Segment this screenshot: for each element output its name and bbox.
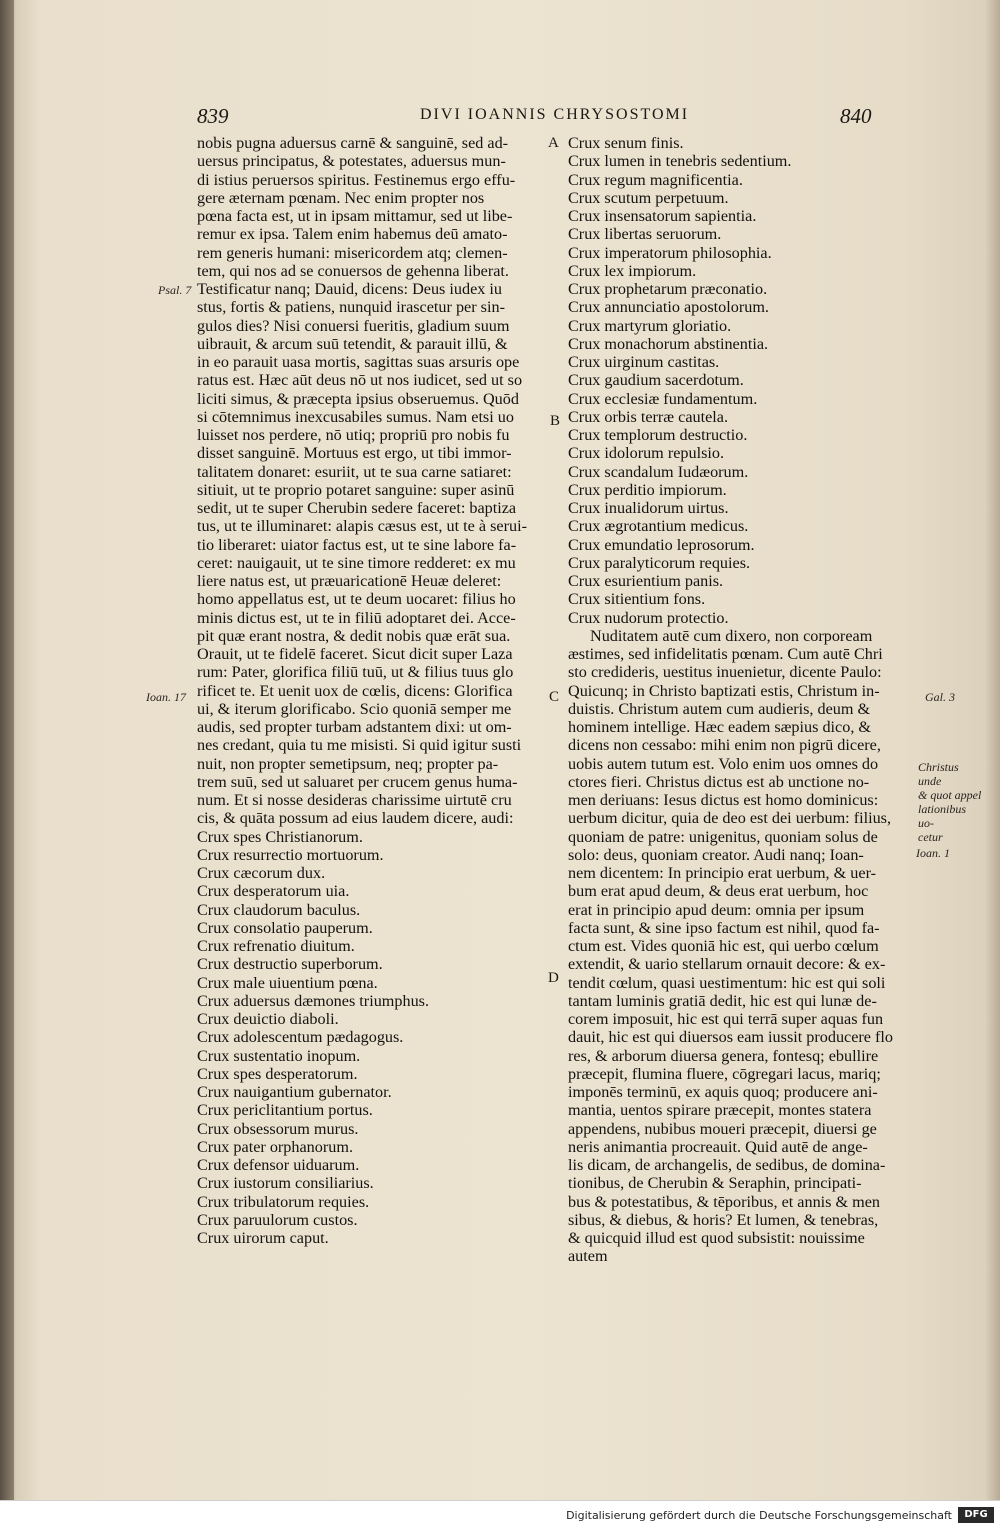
right-column-line: Crux idolorum repulsio. xyxy=(568,444,725,463)
left-column-line: rum: Pater, glorifica filiū tuū, ut & filius tuus glo xyxy=(197,663,514,682)
left-column-line: Crux destructio superborum. xyxy=(197,955,383,974)
left-column-line: stus, fortis & patiens, nunquid irascetur per sin- xyxy=(197,298,505,317)
right-column-line: appendens, nubibus moueri præcepit, diuersi ge xyxy=(568,1119,877,1138)
left-column-line: nobis pugna aduersus carnē & sanguinē, sed ad- xyxy=(197,134,509,152)
right-column-line: Crux emundatio leprosorum. xyxy=(568,535,755,554)
book-gutter xyxy=(0,0,14,1500)
right-column-line: Crux scandalum Iudæorum. xyxy=(568,462,749,481)
left-column-line: si cōtemnimus inexcusabiles sumus. Nam etsi uo xyxy=(197,407,514,426)
section-letter-b: B xyxy=(550,413,561,429)
right-column-line: Crux perditio impiorum. xyxy=(568,480,727,499)
right-column-line: dicens non cessabo: mihi enim non pigrū dicere, xyxy=(568,736,881,755)
right-column-line: præcepit, flumina fluere, cōgregari lacus, mariq; xyxy=(568,1064,881,1083)
left-column-line: trem suū, sed ut saluaret per crucem genus huma- xyxy=(197,772,518,791)
left-column-line: in eo parauit uasa mortis, sagittas suas arsuris ope xyxy=(197,353,520,371)
left-column-line: minis dictus est, ut te in filiū adoptaret dei. Acce- xyxy=(197,608,516,627)
right-column-line: quoniam de patre: unigenitus, quoniam solus de xyxy=(568,827,878,846)
right-column-line: imponēs terminū, ex aquis quoq; producere ani- xyxy=(568,1083,878,1101)
left-column-line: Crux cæcorum dux. xyxy=(197,864,326,882)
right-column-line: æstimes, sed infidelitatis pœnam. Cum autē Chri xyxy=(568,645,883,663)
right-column-line: men deriuans: Iesus dictus est homo dominicus: xyxy=(568,791,879,809)
left-column-line: talitatem donaret: esuriit, ut te sua carne satiaret: xyxy=(197,462,512,481)
left-column-line: homo appellatus est, ut te deum uocaret: filius ho xyxy=(197,590,516,609)
left-column-line: num. Et si nosse desideras charissime uirtutē cru xyxy=(197,791,512,809)
left-column-line: rem generis humani: misericordem atq; clemen- xyxy=(197,243,508,262)
right-column-line: Crux lex impiorum. xyxy=(568,261,697,280)
left-column-line: ceret: nauigauit, ut te sine timore redderet: ex mu xyxy=(197,553,516,572)
right-column-line: ctum est. Vides quoniā hic est, qui uerbo cœlum xyxy=(568,937,879,955)
margin-ref-ioan-1: Ioan. 1 xyxy=(916,846,950,860)
right-column-line: Crux lumen in tenebris sedentium. xyxy=(568,152,792,171)
left-column-line: uersus principatus, & potestates, aduersus mun- xyxy=(197,152,506,171)
right-column-line: Crux insensatorum sapientia. xyxy=(568,207,757,225)
right-column-line: bum erat apud deum, & deus erat uerbum, hoc xyxy=(568,882,869,901)
left-column-line: luisset nos perdere, nō utiq; propriū pro nobis fu xyxy=(197,426,510,444)
left-column-line: audis, sed propter turbam adstantem dixi: ut om- xyxy=(197,718,512,736)
left-column-line: remur ex ipsa. Talem enim habemus deū amato- xyxy=(197,225,508,244)
right-column-line: tionibus, de Cherubin & Seraphin, principati- xyxy=(568,1174,862,1193)
left-column-line: Crux tribulatorum requies. xyxy=(197,1192,370,1211)
margin-note-line: cetur xyxy=(918,830,943,844)
margin-ref-psal: Psal. 7 xyxy=(158,283,192,297)
left-column-line: liere natus est, ut præuaricationē Heuæ deleret: xyxy=(197,572,502,590)
left-column-line: di istius peruersos spiritus. Festinemus ergo effu- xyxy=(197,170,516,189)
right-column-line: & quicquid illud est quod subsistit: nouissime xyxy=(568,1229,865,1247)
right-column-line: Crux sitientium fons. xyxy=(568,590,706,609)
right-column-line: hominem intellige. Hæc eadem sæpius dico, & xyxy=(568,718,872,736)
right-column-line: Crux annunciatio apostolorum. xyxy=(568,298,769,317)
dfg-logo: DFG xyxy=(958,1507,994,1523)
right-column-line: erat in principio apud deum: omnia per ipsum xyxy=(568,900,865,919)
left-column-line: Crux spes Christianorum. xyxy=(197,827,363,846)
right-column-line: mantia, uentos spirare præcepit, montes statera xyxy=(568,1101,872,1120)
running-title: DIVI IOANNIS CHRYSOSTOMI xyxy=(420,106,690,123)
left-column-line: Crux refrenatio diuitum. xyxy=(197,937,355,955)
right-page-number: 840 xyxy=(840,104,872,128)
right-column-line: Crux senum finis. xyxy=(568,134,684,152)
left-column-line: Crux aduersus dæmones triumphus. xyxy=(197,991,430,1010)
left-column-line: ui, & iterum glorificabo. Scio quoniā semper me xyxy=(197,699,512,718)
right-column-line: Crux imperatorum philosophia. xyxy=(568,243,772,262)
right-column-line: Crux ecclesiæ fundamentum. xyxy=(568,389,758,408)
left-column-line: liciti simus, & præcepta ipsius obseruemus. Quōd xyxy=(197,389,519,408)
left-column-line: Crux sustentatio inopum. xyxy=(197,1046,361,1065)
left-column-line: cis, & quāta possum ad eius laudem dicere, audi: xyxy=(197,809,514,828)
right-column-line: Crux monachorum abstinentia. xyxy=(568,334,769,353)
left-column-line: Crux iustorum consiliarius. xyxy=(197,1174,374,1193)
left-column-line: gulos dies? Nisi conuersi fueritis, gladium suum xyxy=(197,316,510,335)
margin-note-line: Christus unde xyxy=(918,760,959,788)
right-column-line: Nuditatem autē cum dixero, non corpoream xyxy=(590,626,873,645)
left-column-line: Crux periclitantium portus. xyxy=(197,1101,373,1120)
left-column-line: nes credant, quia tu me misisti. Si quid igitur susti xyxy=(197,736,522,755)
funding-notice: Digitalisierung gefördert durch die Deutsche Forschungsgemeinschaft xyxy=(566,1509,952,1522)
right-column-line: Crux libertas seruorum. xyxy=(568,225,722,244)
running-header xyxy=(0,104,1000,130)
left-column-line: Orauit, ut te fidelē faceret. Sicut dicit super Laza xyxy=(197,645,513,663)
right-column-line: Crux inualidorum uirtus. xyxy=(568,499,729,517)
right-column-line: autem xyxy=(568,1247,608,1266)
margin-ref-ioan-17: Ioan. 17 xyxy=(146,690,186,704)
right-column-line: solo: deus, quoniam creator. Audi nanq; Ioan- xyxy=(568,845,864,864)
left-column-line: Crux spes desperatorum. xyxy=(197,1064,358,1083)
right-column-line: Crux scutum perpetuum. xyxy=(568,188,729,207)
left-column-line: Crux pater orphanorum. xyxy=(197,1137,353,1156)
right-column-line: dauit, hic est qui diuersos eam iussit producere flo xyxy=(568,1028,894,1047)
section-letter-a: A xyxy=(548,135,559,151)
margin-note-line: & quot appel xyxy=(918,788,982,802)
left-column-line: uibrauit, & arcum suū tetendit, & parauit illū, & xyxy=(197,334,508,353)
footer-bar xyxy=(0,1500,1000,1530)
left-column-line: sedit, ut te super Cherubin sedere faceret: baptiza xyxy=(197,499,517,517)
left-column-line: nuit, non propter semetipsum, neq; propter pa- xyxy=(197,754,499,773)
right-column-line: Crux regum magnificentia. xyxy=(568,170,743,189)
left-column-line: Crux uirorum caput. xyxy=(197,1229,329,1247)
left-column-line: Crux obsessorum murus. xyxy=(197,1119,359,1138)
right-column-line: neris animantia procreauit. Quid autē de ange- xyxy=(568,1137,868,1156)
right-column-line: sto credideris, uestitus inuenietur, dicente Paulo: xyxy=(568,663,882,682)
right-column-line: nem dicentem: In principio erat uerbum, & uer- xyxy=(568,864,877,882)
left-column-line: Testificatur nanq; Dauid, dicens: Deus iudex iu xyxy=(197,280,503,298)
right-column-line: Crux nudorum protectio. xyxy=(568,608,729,627)
section-letter-c: C xyxy=(549,689,560,705)
right-text-column xyxy=(568,134,916,1266)
left-column-line: Crux defensor uiduarum. xyxy=(197,1156,360,1174)
right-column-line: Crux ægrotantium medicus. xyxy=(568,517,749,536)
right-column-line: sibus, & diebus, & horis? Et lumen, & tenebras, xyxy=(568,1210,879,1229)
margin-ref-gal: Gal. 3 xyxy=(925,690,955,704)
left-column-line: disset sanguinē. Mortuus est ergo, ut tibi immor- xyxy=(197,444,512,463)
right-column-line: lis dicam, de archangelis, de sedibus, de domina- xyxy=(568,1156,886,1174)
right-column-line: duistis. Christum autem cum audieris, deum & xyxy=(568,699,871,718)
right-column-line: corem imposuit, hic est qui terrā super aquas fun xyxy=(568,1010,884,1028)
left-column-line: Crux resurrectio mortuorum. xyxy=(197,845,384,864)
right-column-line: res, & arborum diuersa genera, fontesq; ebullire xyxy=(568,1046,879,1065)
right-column-line: extendit, & uario stellarum ornauit decore: & ex- xyxy=(568,955,886,974)
right-column-line: Quicunq; in Christo baptizati estis, Christum in- xyxy=(568,681,880,700)
left-column-line: Crux male uiuentium pœna. xyxy=(197,973,378,992)
left-column-line: Crux nauigantium gubernator. xyxy=(197,1083,392,1101)
left-column-line: ratus est. Hæc aūt deus nō ut nos iudicet, sed ut so xyxy=(197,371,523,390)
right-column-line: facta sunt, & sine ipso factum est nihil, quod fa- xyxy=(568,918,880,937)
right-column-line: Crux paralyticorum requies. xyxy=(568,553,751,572)
right-column-line: Crux templorum destructio. xyxy=(568,426,748,444)
left-column-line: Crux desperatorum uia. xyxy=(197,882,350,901)
right-column-line: ctores fieri. Christus dictus est ab unctione no- xyxy=(568,772,870,791)
section-letter-d: D xyxy=(548,970,559,986)
left-column-line: Crux adolescentum pædagogus. xyxy=(197,1028,404,1047)
margin-note-line: lationibus uo- xyxy=(918,802,967,830)
left-column-line: Crux claudorum baculus. xyxy=(197,900,361,919)
left-column-line: gere æternam pœnam. Nec enim propter nos xyxy=(197,188,485,207)
left-column-line: tus, ut te illuminaret: alapis cæsus est, ut te à serui- xyxy=(197,517,527,536)
left-column-line: Crux deuictio diaboli. xyxy=(197,1010,339,1028)
right-column-line: Crux esurientium panis. xyxy=(568,572,724,590)
right-column-line: Crux orbis terræ cautela. xyxy=(568,407,729,426)
right-column-line: uerbum dicitur, quia de deo est dei uerbum: filius, xyxy=(568,809,892,828)
left-column-line: tio liberaret: uiator factus est, ut te sine labore fa- xyxy=(197,535,517,554)
right-column-line: Crux martyrum gloriatio. xyxy=(568,316,732,335)
right-column-line: tantam luminis gratiā dedit, hic est qui lunæ de- xyxy=(568,991,877,1010)
left-page-number: 839 xyxy=(197,104,229,128)
left-column-line: sitiuit, ut te proprio potaret sanguine: super asinū xyxy=(197,480,515,499)
left-column-line: pœna facta est, ut in ipsam mittamur, sed ut libe- xyxy=(197,207,513,225)
right-column-line: Crux uirginum castitas. xyxy=(568,353,720,371)
left-column-line: Crux paruulorum custos. xyxy=(197,1210,358,1229)
right-column-line: bus & potestatibus, & tēporibus, et annis & men xyxy=(568,1192,881,1211)
right-column-line: Crux prophetarum præconatio. xyxy=(568,280,768,298)
right-column-line: uobis autem tutum est. Volo enim uos omnes do xyxy=(568,754,879,773)
left-column-line: Crux consolatio pauperum. xyxy=(197,918,373,937)
left-text-column xyxy=(197,134,543,1247)
right-column-line: tendit cœlum, quasi uestimentum: hic est qui soli xyxy=(568,973,886,992)
left-column-line: tem, qui nos ad se conuersos de gehenna liberat. xyxy=(197,261,509,280)
left-column-line: rificet te. Et uenit uox de cœlis, dicens: Glorifica xyxy=(197,681,513,700)
left-column-line: pit quæ erant nostra, & dedit nobis quæ erāt sua. xyxy=(197,626,511,645)
margin-note xyxy=(918,760,982,844)
right-column-line: Crux gaudium sacerdotum. xyxy=(568,371,744,390)
